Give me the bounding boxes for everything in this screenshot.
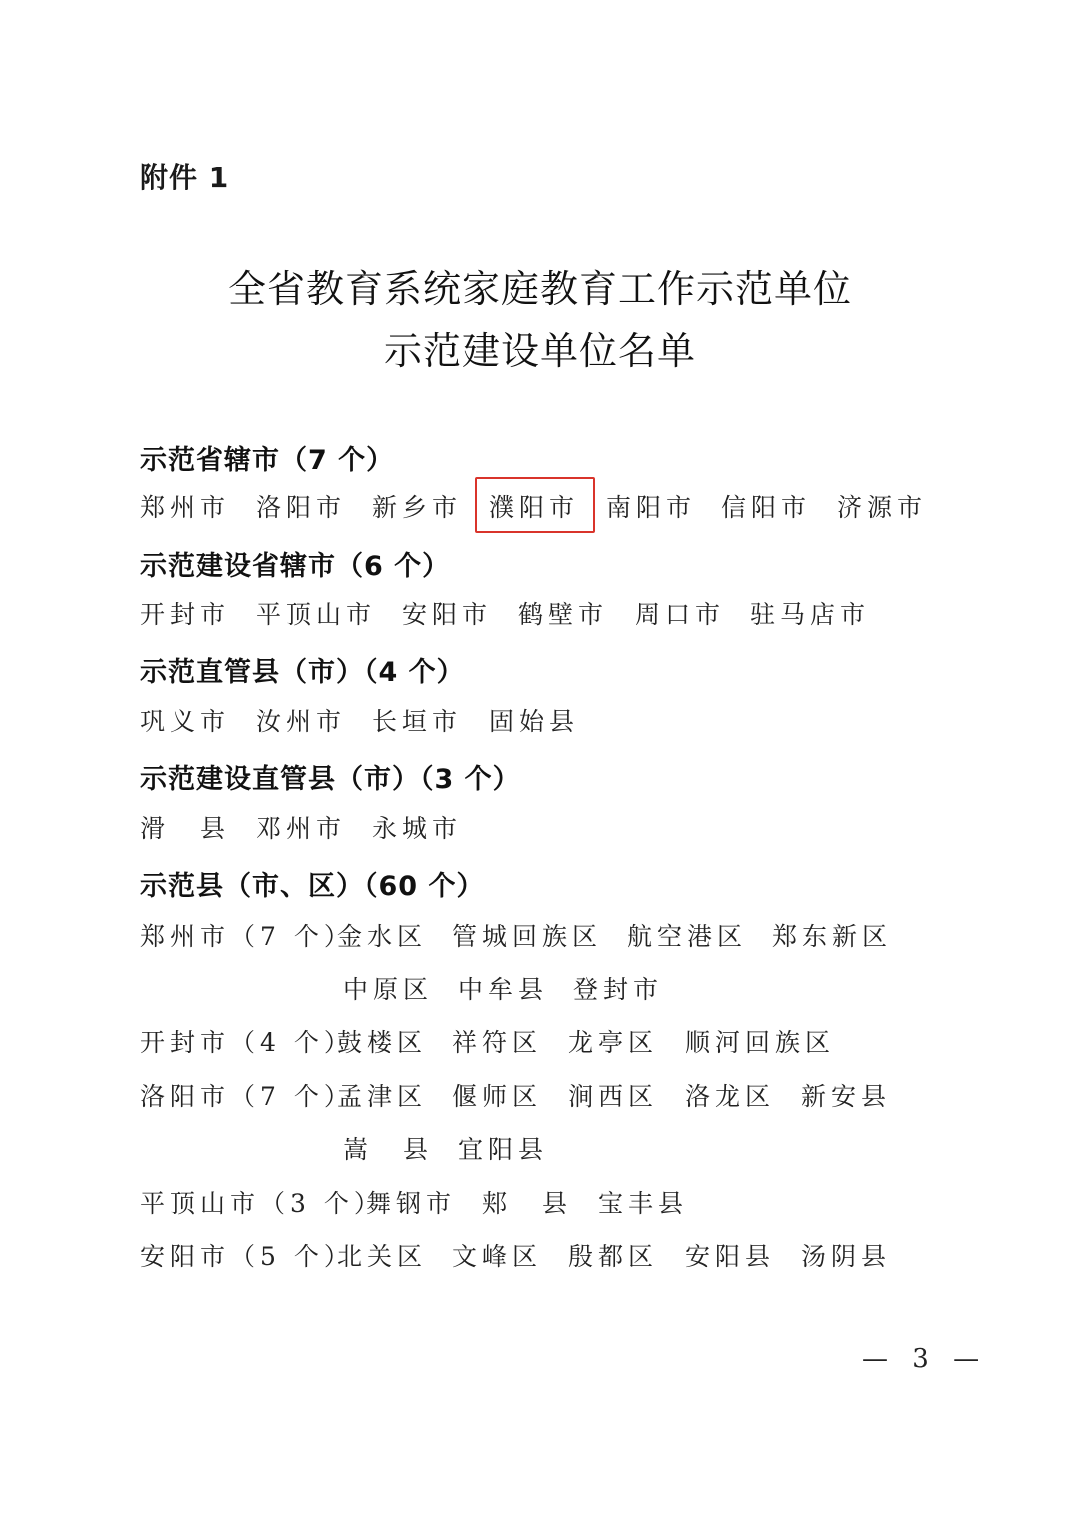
list-item: 洛龙区 (685, 1082, 776, 1111)
list-item: 管城回族区 (452, 922, 603, 951)
list-item: 金水区 (337, 922, 428, 951)
group-label-pingdingshan: 平顶山市（3 个） (140, 1189, 384, 1218)
list-item: 永城市 (372, 814, 463, 843)
list-item: 舞钢市 (366, 1189, 457, 1218)
list-item: 中牟县 (458, 975, 549, 1004)
list-item: 信阳市 (721, 493, 812, 522)
list-item: 汤阴县 (801, 1242, 892, 1271)
highlight-box (475, 477, 595, 533)
section-heading-demo-counties-districts: 示范县（市、区）（60 个） (140, 871, 485, 902)
list-item: 新安县 (801, 1082, 892, 1111)
document-title-line2: 示范建设单位名单 (383, 329, 696, 373)
list-item: 偃师区 (452, 1082, 543, 1111)
list-item: 鼓楼区 (337, 1028, 428, 1057)
list-item: 嵩 县 (343, 1135, 434, 1164)
list-item-highlighted: 濮阳市 (489, 493, 580, 522)
list-item: 洛阳市 (256, 493, 347, 522)
list-item: 固始县 (489, 707, 580, 736)
group-label-luoyang: 洛阳市（7 个） (140, 1082, 354, 1111)
list-item: 登封市 (573, 975, 664, 1004)
list-item: 新乡市 (372, 493, 463, 522)
section-heading-demo-direct-counties: 示范直管县（市）（4 个） (140, 657, 465, 688)
list-item: 郑东新区 (772, 922, 893, 951)
list-item: 汝州市 (256, 707, 347, 736)
list-item: 巩义市 (140, 707, 231, 736)
list-item: 宜阳县 (458, 1135, 549, 1164)
list-item: 北关区 (337, 1242, 428, 1271)
list-item: 鹤壁市 (518, 600, 609, 629)
list-item: 殷都区 (568, 1242, 659, 1271)
group-label-kaifeng: 开封市（4 个） (140, 1028, 354, 1057)
list-item: 驻马店市 (750, 600, 871, 629)
page-number: — 3 — (862, 1344, 988, 1374)
section-heading-demo-construction-direct-counties: 示范建设直管县（市）（3 个） (140, 764, 521, 795)
list-item: 航空港区 (627, 922, 748, 951)
list-item: 邓州市 (256, 814, 347, 843)
group-label-anyang: 安阳市（5 个） (140, 1242, 354, 1271)
list-item: 开封市 (140, 600, 231, 629)
list-item: 宝丰县 (598, 1189, 689, 1218)
list-item: 长垣市 (372, 707, 463, 736)
list-item: 涧西区 (568, 1082, 659, 1111)
section-heading-demo-construction-cities: 示范建设省辖市（6 个） (140, 551, 451, 582)
section-heading-demo-cities: 示范省辖市（7 个） (140, 445, 395, 476)
list-item: 平顶山市 (256, 600, 377, 629)
list-item: 郑州市 (140, 493, 231, 522)
group-label-zhengzhou: 郑州市（7 个） (140, 922, 354, 951)
list-item: 文峰区 (452, 1242, 543, 1271)
list-item: 南阳市 (606, 493, 697, 522)
document-title-line1: 全省教育系统家庭教育工作示范单位 (227, 267, 852, 311)
attachment-label: 附件 1 (140, 161, 230, 194)
list-item: 祥符区 (452, 1028, 543, 1057)
list-item: 济源市 (837, 493, 928, 522)
list-item: 龙亭区 (568, 1028, 659, 1057)
list-item: 滑 县 (140, 814, 231, 843)
list-item: 安阳市 (402, 600, 493, 629)
list-item: 周口市 (635, 600, 726, 629)
list-item: 郏 县 (482, 1189, 573, 1218)
list-item: 孟津区 (337, 1082, 428, 1111)
list-item: 中原区 (343, 975, 434, 1004)
list-item: 安阳县 (685, 1242, 776, 1271)
list-item: 顺河回族区 (685, 1028, 836, 1057)
